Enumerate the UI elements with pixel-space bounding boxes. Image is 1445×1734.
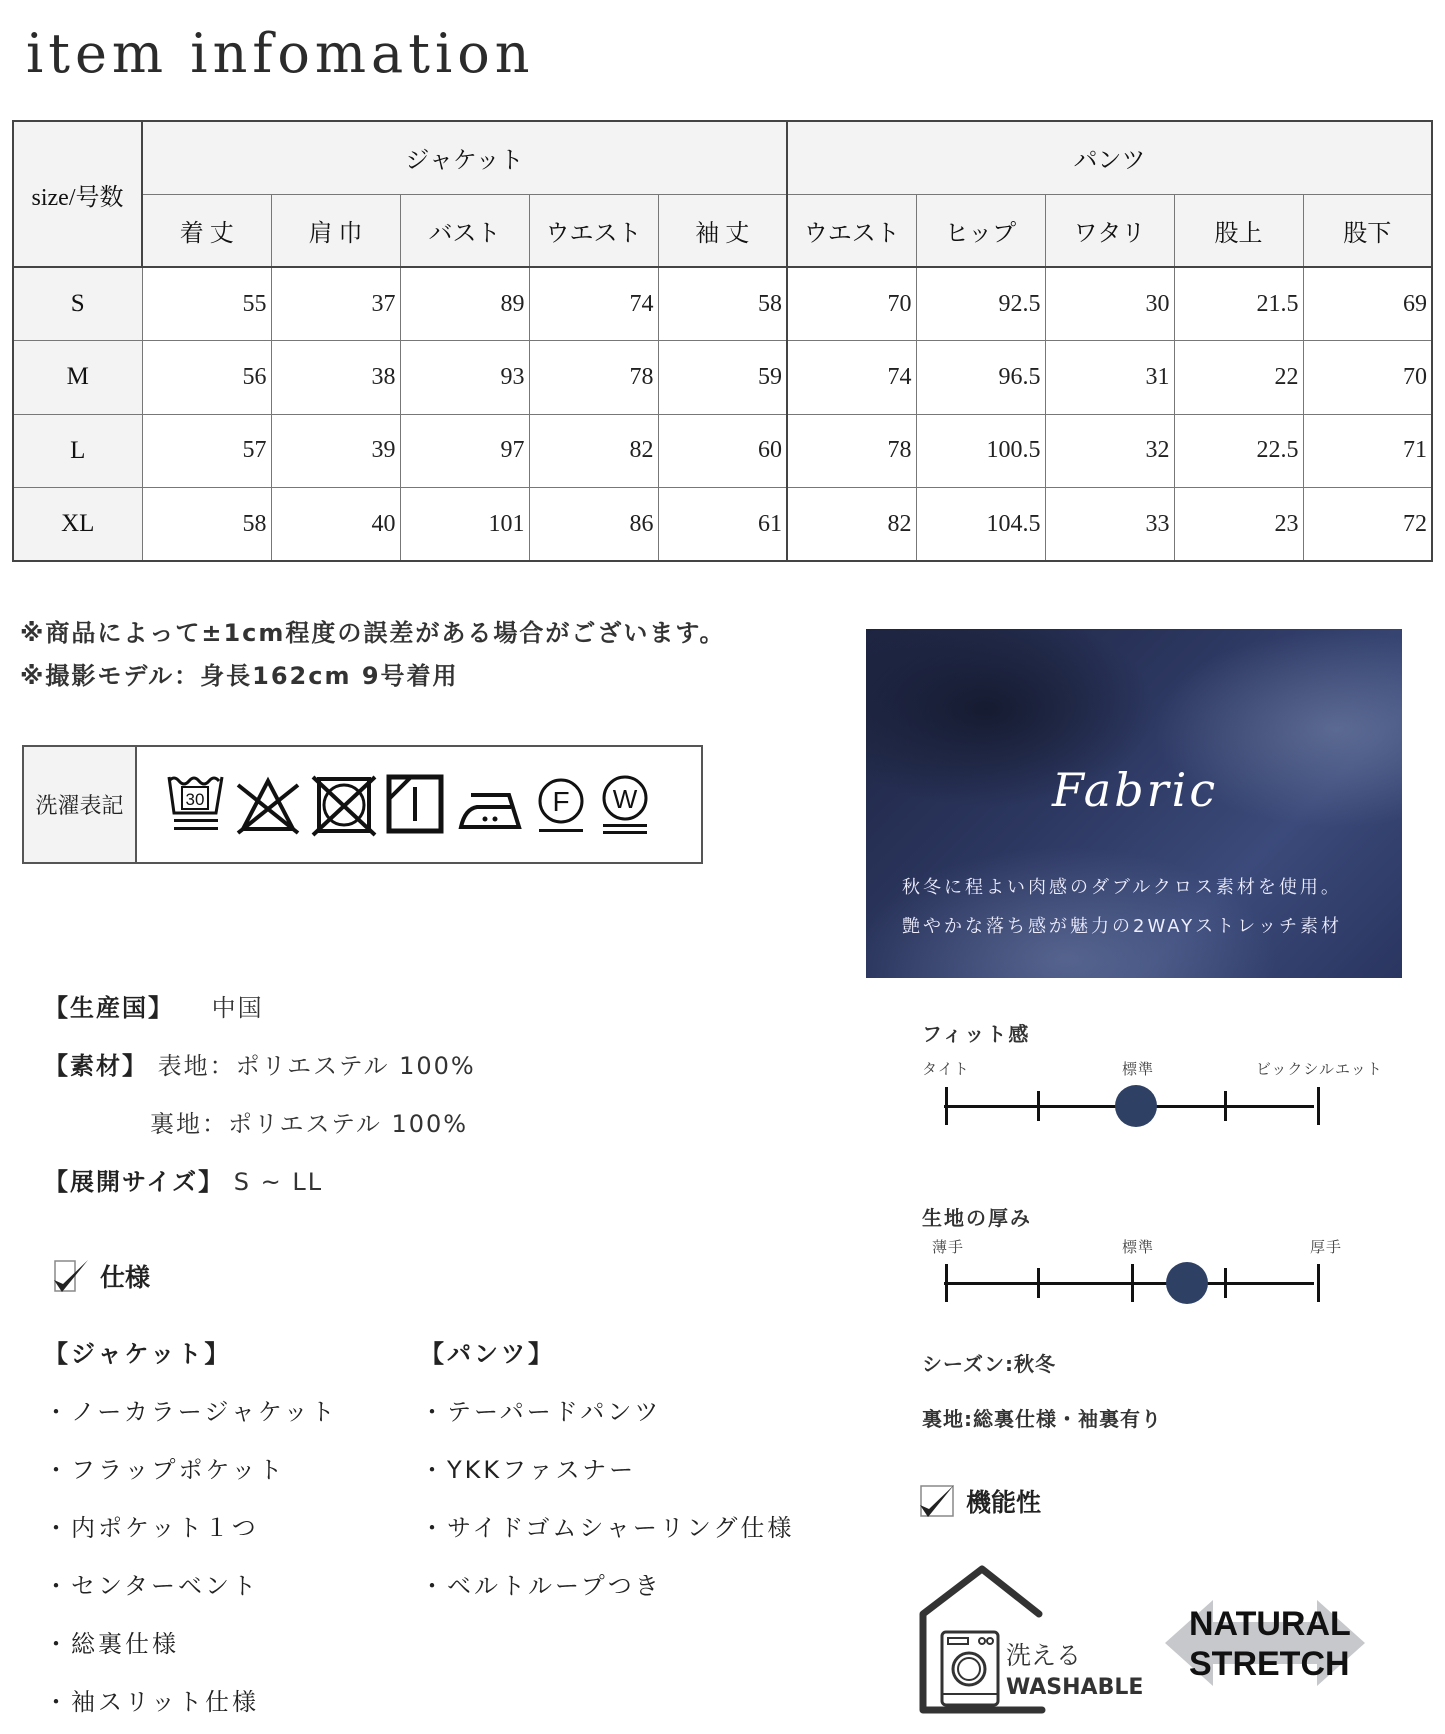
list-item: ・テーパードパンツ [420,1398,662,1426]
fabric-line-2: 艶やかな落ち感が魅力の2WAYストレッチ素材 [902,916,1342,937]
iron-medium-icon [455,773,527,837]
value-cell: 55 [142,267,271,341]
washable-badge-icon [914,1552,1144,1722]
col-header: ヒップ [916,194,1045,267]
col-header: ウエスト [529,194,658,267]
value-cell: 61 [658,488,787,562]
value-cell: 22 [1174,341,1303,415]
care-label-title: 洗濯表記 [24,747,137,862]
sizes-label: 【展開サイズ】 [44,1168,225,1196]
dry-clean-f-icon [533,773,589,837]
col-header: 股下 [1303,194,1432,267]
page-title: item infomation [26,22,535,85]
fabric-line-1: 秋冬に程よい肉感のダブルクロス素材を使用。 [902,877,1342,898]
value-cell: 57 [142,414,271,488]
value-cell: 104.5 [916,488,1045,562]
value-cell: 69 [1303,267,1432,341]
lining-text: 裏地:総裏仕様・袖裏有り [922,1407,1162,1431]
svg-text:W: W [612,783,638,814]
scale-tick [1317,1087,1320,1125]
value-cell: 97 [400,414,529,488]
thickness-right-label: 厚手 [1310,1238,1343,1256]
thickness-title: 生地の厚み [922,1206,1032,1230]
table-row [13,488,1432,562]
value-cell: 72 [1303,488,1432,562]
fit-left-label: タイト [922,1060,970,1078]
svg-text:30: 30 [185,789,205,809]
group-header-jacket: ジャケット [142,121,787,194]
size-cell: S [13,267,142,341]
fabric-script-title: Fabric [1052,763,1219,817]
list-item: ・ノーカラージャケット [44,1398,338,1426]
jacket-features-heading: 【ジャケット】 [44,1340,232,1368]
value-cell: 40 [271,488,400,562]
features-heading-text: 仕様 [100,1263,151,1292]
svg-text:WASHABLE: WASHABLE [1006,1675,1144,1700]
value-cell: 93 [400,341,529,415]
material-row [44,1046,476,1081]
natural-stretch-badge [1165,1596,1365,1690]
note-model: ※撮影モデル：身長162cm 9号着用 [20,662,459,690]
list-item: ・フラップポケット [44,1456,286,1484]
material-outer: 表地：ポリエステル 100% [157,1052,476,1080]
fit-mid-label: 標準 [1122,1060,1155,1078]
thickness-scale [940,1264,1340,1304]
scale-tick [1131,1264,1134,1302]
table-row [13,414,1432,488]
value-cell: 92.5 [916,267,1045,341]
col-header: 股上 [1174,194,1303,267]
value-cell: 23 [1174,488,1303,562]
jacket-features [44,1334,338,1734]
scale-tick [1037,1268,1040,1298]
value-cell: 38 [271,341,400,415]
value-cell: 58 [142,488,271,562]
scale-tick [1037,1091,1040,1121]
size-corner-header: size/号数 [13,121,142,267]
size-cell: M [13,341,142,415]
value-cell: 70 [1303,341,1432,415]
value-cell: 21.5 [1174,267,1303,341]
value-cell: 32 [1045,414,1174,488]
scale-tick [1317,1264,1320,1302]
value-cell: 22.5 [1174,414,1303,488]
value-cell: 39 [271,414,400,488]
no-bleach-icon [233,773,303,837]
value-cell: 37 [271,267,400,341]
value-cell: 74 [787,341,916,415]
checkbox-checked-icon [52,1258,90,1294]
value-cell: 71 [1303,414,1432,488]
value-cell: 96.5 [916,341,1045,415]
svg-text:F: F [552,785,570,817]
fabric-description [902,868,1342,946]
wash-30-gentle-icon [165,773,227,837]
natural-stretch-line-2: STRETCH [1189,1645,1350,1683]
scale-tick [1224,1091,1227,1121]
list-item: ・センターベント [44,1572,260,1600]
value-cell: 101 [400,488,529,562]
fit-indicator-dot [1115,1085,1157,1127]
list-item: ・総裏仕様 [44,1630,179,1658]
value-cell: 74 [529,267,658,341]
wet-clean-w-icon [595,772,655,838]
thickness-indicator-dot [1166,1262,1208,1304]
pants-features-heading: 【パンツ】 [420,1340,555,1368]
value-cell: 86 [529,488,658,562]
col-header: ワタリ [1045,194,1174,267]
note-tolerance: ※商品によって±1cm程度の誤差がある場合がございます。 [20,619,726,647]
svg-text:洗える: 洗える [1006,1641,1082,1670]
value-cell: 70 [787,267,916,341]
value-cell: 31 [1045,341,1174,415]
value-cell: 78 [787,414,916,488]
scale-bar [944,1282,1314,1285]
table-row [13,267,1432,341]
value-cell: 33 [1045,488,1174,562]
col-header: 袖 丈 [658,194,787,267]
fit-right-label: ビックシルエット [1256,1060,1383,1078]
fabric-image [866,629,1402,978]
checkbox-checked-icon [918,1483,956,1519]
value-cell: 58 [658,267,787,341]
no-tumble-dry-icon [309,773,379,837]
origin-label: 【生産国】 [44,994,174,1022]
list-item: ・内ポケット１つ [44,1514,259,1542]
material-lining: 裏地：ポリエステル 100% [150,1110,469,1138]
list-item: ・YKKファスナー [420,1456,637,1484]
thickness-mid-label: 標準 [1122,1238,1155,1256]
col-header: ウエスト [787,194,916,267]
size-table-column-row [13,194,1432,267]
drip-dry-shade-icon [385,773,449,837]
table-row [13,341,1432,415]
size-cell: XL [13,488,142,562]
fit-title: フィット感 [922,1022,1031,1046]
season-text: シーズン:秋冬 [922,1352,1056,1376]
function-heading [918,1483,1041,1519]
value-cell: 89 [400,267,529,341]
value-cell: 30 [1045,267,1174,341]
scale-tick [945,1087,948,1125]
care-icons [137,747,701,862]
origin-row [44,988,264,1023]
care-label-box [22,745,703,864]
scale-tick [1224,1268,1227,1298]
size-table [12,120,1433,562]
thickness-left-label: 薄手 [932,1238,965,1256]
material-label: 【素材】 [44,1052,148,1080]
value-cell: 60 [658,414,787,488]
value-cell: 56 [142,341,271,415]
list-item: ・サイドゴムシャーリング仕様 [420,1514,795,1542]
origin-value: 中国 [211,994,264,1022]
col-header: バスト [400,194,529,267]
value-cell: 82 [529,414,658,488]
sizes-row [44,1162,323,1197]
features-heading [52,1258,150,1294]
value-cell: 78 [529,341,658,415]
pants-features [420,1334,794,1624]
function-heading-text: 機能性 [966,1488,1042,1517]
group-header-pants: パンツ [787,121,1432,194]
natural-stretch-text [1189,1604,1351,1684]
list-item: ・ベルトループつき [420,1572,662,1600]
scale-tick [945,1264,948,1302]
col-header: 肩 巾 [271,194,400,267]
value-cell: 82 [787,488,916,562]
sizes-value: S ~ LL [233,1168,324,1196]
notes [20,612,725,698]
size-table-group-row [13,121,1432,194]
list-item: ・袖スリット仕様 [44,1688,260,1716]
natural-stretch-line-1: NATURAL [1189,1605,1351,1643]
value-cell: 100.5 [916,414,1045,488]
value-cell: 59 [658,341,787,415]
col-header: 着 丈 [142,194,271,267]
size-cell: L [13,414,142,488]
fit-scale [940,1087,1340,1127]
